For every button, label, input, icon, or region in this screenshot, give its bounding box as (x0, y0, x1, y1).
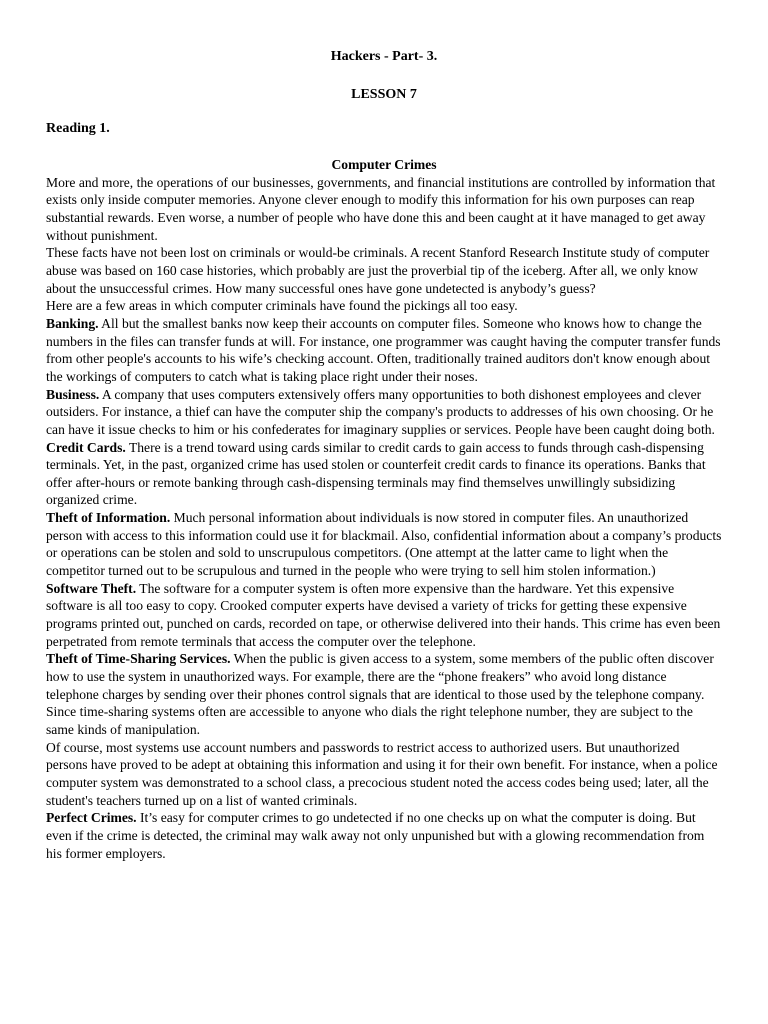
section-text-banking: All but the smallest banks now keep their accounts on computer files. Someone who knows how to change the numbers in the files can transfer funds at will. For instance, one programmer was caught having the computer transfer funds from other people's accounts to his wife’s checking account. Often, traditionally trained auditors don't know enough about the workings of computers to catch what is taking place right under their noses. (46, 315, 721, 384)
section-term-credit-cards: Credit Cards. (46, 439, 126, 455)
intro-paragraph-3: Here are a few areas in which computer criminals have found the pickings all too easy. (46, 298, 518, 314)
section-theft-of-information (46, 509, 722, 580)
section-software-theft (46, 580, 722, 651)
section-term-perfect-crimes: Perfect Crimes. (46, 810, 137, 826)
section-time-sharing (46, 650, 722, 703)
section-term-software-theft: Software Theft. (46, 580, 137, 596)
section-perfect-crimes (46, 809, 722, 862)
section-term-business: Business. (46, 386, 100, 402)
reading-heading: Reading 1. (46, 121, 110, 136)
intro-paragraph-2: These facts have not been lost on criminals or would-be criminals. A recent Stanford Research Institute study of computer abuse was based on 160 case histories, which probably are just the proverbial tip of the iceberg. After all, we only know about the unsuccessful crimes. How many successful ones have gone undetected is anybody’s guess? (46, 245, 710, 296)
section-term-time-sharing: Theft of Time-Sharing Services. (46, 651, 231, 667)
section-banking (46, 315, 722, 386)
section-text-business: A company that uses computers extensively offers many opportunities to both dishonest employees and clever outsiders. For instance, a thief can have the computer ship the company's products to addresses of his own choosing. Or he can have it issue checks to him or his confederates for imaginary supplies or services. People have been caught doing both. (46, 386, 715, 437)
document-title: Hackers - Part- 3. (330, 49, 438, 64)
time-sharing-paragraph-3: Of course, most systems use account numbers and passwords to restrict access to authorized users. But unauthorized persons have proved to be adept at obtaining this information and using it for their own benefit. For instance, when a police computer system was demonstrated to a school class, a precocious student noted the access codes being used; later, all the student's teachers turned up on a list of wanted criminals. (46, 739, 718, 808)
time-sharing-paragraph-2: Since time-sharing systems often are accessible to anyone who dials the right telephone number, they are subject to the same kinds of manipulation. (46, 704, 693, 737)
article-body (46, 156, 722, 862)
intro-paragraph-1: More and more, the operations of our businesses, governments, and financial institutions are controlled by information that exists only inside computer memories. Anyone clever enough to modify this information for his own purposes can reap substantial rewards. Even worse, a number of people who have done this and been caught at it have managed to get away without punishment. (46, 174, 716, 243)
section-credit-cards (46, 439, 722, 510)
section-text-software-theft: The software for a computer system is often more expensive than the hardware. Yet this expensive software is all too easy to copy. Crooked computer experts have devised a variety of tricks for getting these expensive programs printed out, punched on cards, recorded on tape, or otherwise delivered into their hands. This crime has even been perpetrated from remote terminals that access the computer over the telephone. (46, 580, 721, 649)
section-text-theft-of-information: Much personal information about individuals is now stored in computer files. An unauthorized person with access to this information could use it for blackmail. Also, confidential information about a company’s products or operations can be stolen and sold to unscrupulous competitors. (One attempt at the latter came to light when the competitor turned out to be scrupulous and turned in the people who were trying to sell him stolen information.) (46, 510, 722, 579)
section-text-perfect-crimes: It’s easy for computer crimes to go undetected if no one checks up on what the computer is doing. But even if the crime is detected, the criminal may walk away not only unpunished but with a glowing recommendation from his former employers. (46, 810, 705, 861)
section-term-banking: Banking. (46, 315, 99, 331)
section-business (46, 386, 722, 439)
section-text-credit-cards: There is a trend toward using cards similar to credit cards to gain access to funds through cash-dispensing terminals. Yet, in the past, organized crime has used stolen or counterfeit credit cards to finance its operations. Banks that offer after-hours or remote banking through cash-dispensing terminals may find themselves unwillingly subsidizing organized crime. (46, 439, 706, 508)
article-title: Computer Crimes (331, 157, 437, 172)
lesson-heading: LESSON 7 (351, 87, 417, 102)
section-text-time-sharing: When the public is given access to a system, some members of the public often discover how to use the system in unauthorized ways. For example, there are the “phone freakers” who avoid long distance telephone charges by sending over their phones control signals that are identical to those used by the telephone company. (46, 651, 714, 702)
section-term-theft-of-information: Theft of Information. (46, 510, 171, 526)
